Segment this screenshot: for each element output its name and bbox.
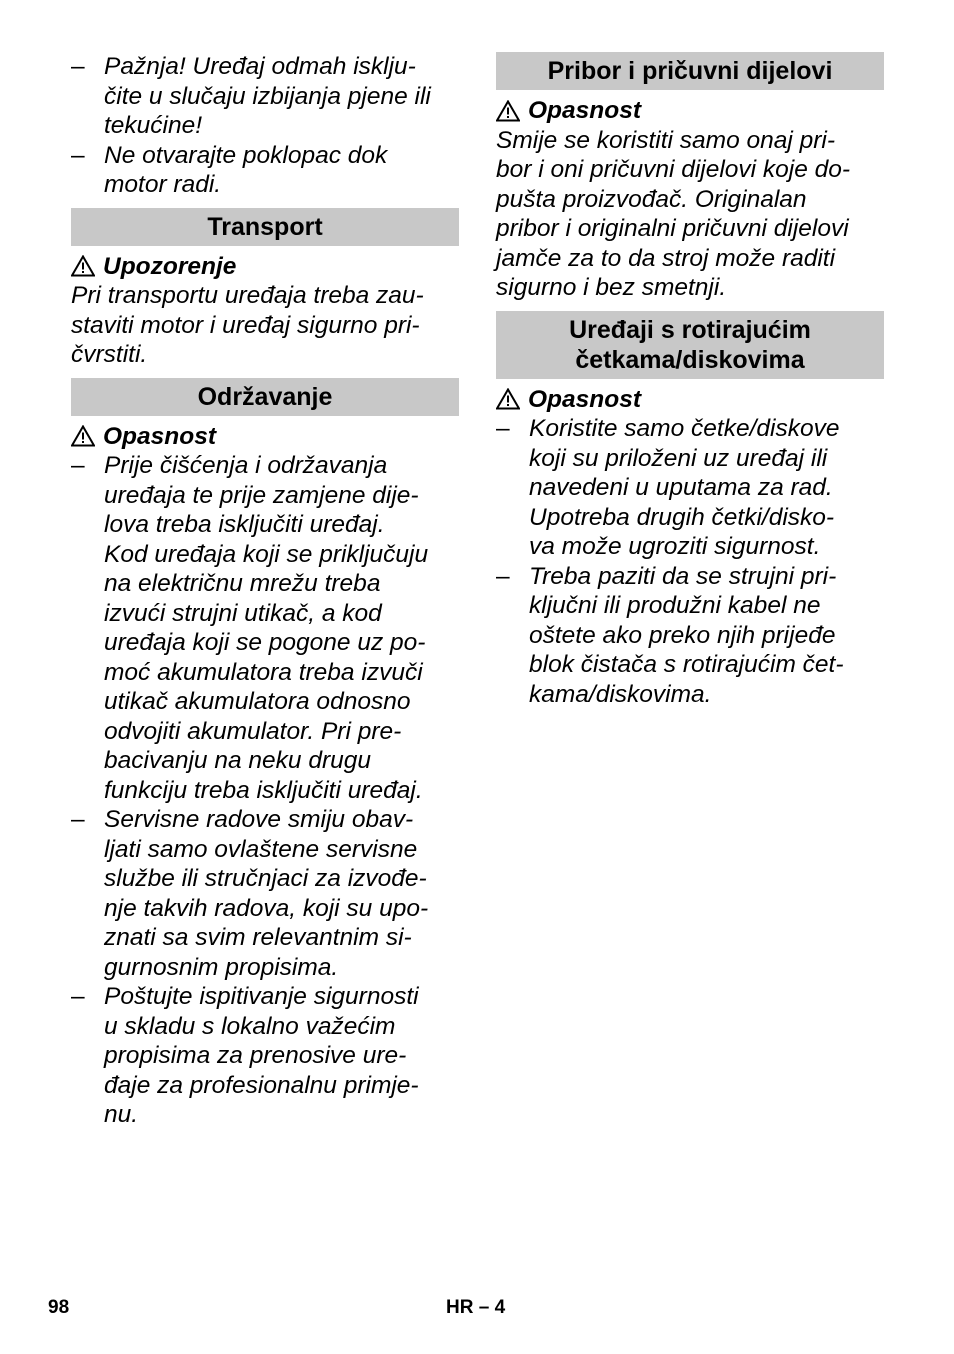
section-heading-maintenance: Održavanje [71,378,459,416]
list-item [496,562,884,710]
list-item [71,805,459,982]
text-line: ljati samo ovlaštene servisne [104,835,418,863]
list-item-text [529,562,884,710]
text-line: Poštujte ispitivanje sigurnosti [104,983,419,1010]
list-item-text [104,141,459,200]
text-line: čvrstiti. [71,341,148,368]
warning-label [496,96,884,126]
list-item [71,982,459,1130]
right-column [496,52,884,709]
bullet-dash: – [71,983,85,1010]
warning-text: Opasnost [528,97,641,124]
text-line: đaje za profesionalnu primje- [104,1071,419,1099]
text-line: čite u slučaju izbijanja pjene ili [104,82,431,110]
text-line: ključni ili produžni kabel ne [529,592,821,619]
bullet-dash: – [71,53,85,80]
text-line: Pri transportu uređaja treba zau- [71,282,424,309]
bullet-dash: – [71,452,85,479]
intro-list [71,52,459,200]
bullet-dash: – [71,806,85,833]
list-item [71,52,459,141]
text-line: nje takvih radova, koji su upo- [104,894,429,922]
text-line: nu. [104,1101,139,1128]
text-line: funkciju treba isključiti uređaj. [104,776,423,804]
text-line: koji su priloženi uz uređaj ili [529,444,828,472]
list-item [496,414,884,562]
text-line: kama/diskovima. [529,680,712,708]
section-heading-brushes [496,311,884,379]
text-line: motor radi. [104,171,222,198]
section-heading-transport: Transport [71,208,459,246]
heading-line: četkama/diskovima [575,345,805,374]
text-line: uređaja koji se pogone uz po- [104,629,426,656]
text-line: Treba paziti da se strujni pri- [529,562,837,590]
text-line: Kod uređaja koji se priključuju [104,540,429,568]
text-line: Upotreba drugih četki/disko- [529,503,835,531]
text-line: Ne otvarajte poklopac dok [104,141,388,169]
text-line: na električnu mrežu treba [104,570,381,597]
text-line: sigurno i bez smetnji. [496,274,727,301]
page-number: 98 [48,1297,70,1318]
text-line: Smije se koristiti samo onaj pri- [496,126,836,154]
transport-paragraph [71,281,459,370]
list-item-text [529,414,884,562]
heading-line: Uređaji s rotirajućim [569,315,811,344]
warning-label [496,385,884,415]
list-item-text [104,982,459,1130]
left-column [71,52,459,1130]
text-line: oštete ako preko njih prijeđe [529,621,836,649]
warning-text: Upozorenje [103,252,237,280]
maintenance-list [71,451,459,1130]
warning-triangle-icon [71,255,95,277]
text-line: utikač akumulatora odnosno [104,688,411,715]
bullet-dash: – [71,141,85,169]
list-item-text [104,52,459,141]
text-line: va može ugroziti sigurnost. [529,533,821,560]
warning-text: Opasnost [103,422,216,450]
warning-label [71,422,459,452]
text-line: jamče za to da stroj može raditi [496,244,836,272]
text-line: Koristite samo četke/diskove [529,415,840,442]
warning-triangle-icon [71,425,95,447]
text-line: tekućine! [104,112,203,139]
list-item-text [104,451,459,805]
warning-triangle-icon [496,388,520,410]
text-line: navedeni u uputama za rad. [529,474,833,501]
text-line: pribor i originalni pričuvni dijelovi [496,215,849,242]
brushes-list [496,414,884,709]
list-item [71,451,459,805]
text-line: bor i oni pričuvni dijelovi koje do- [496,156,851,183]
warning-text: Opasnost [528,385,641,413]
text-line: staviti motor i uređaj sigurno pri- [71,311,420,339]
text-line: Servisne radove smiju obav- [104,806,414,833]
list-item-text [104,805,459,982]
bullet-dash: – [496,415,510,442]
text-line: moć akumulatora treba izvuči [104,658,423,686]
accessories-paragraph [496,126,884,303]
bullet-dash: – [496,562,510,590]
list-item [71,141,459,200]
text-line: pušta proizvođač. Originalan [496,185,807,213]
warning-triangle-icon [496,100,520,122]
text-line: znati sa svim relevantnim si- [104,924,412,951]
text-line: Prije čišćenja i održavanja [104,452,388,479]
text-line: propisima za prenosive ure- [104,1042,407,1069]
section-heading-accessories: Pribor i pričuvni dijelovi [496,52,884,90]
warning-label [71,252,459,282]
text-line: Pažnja! Uređaj odmah isklju- [104,53,416,80]
text-line: blok čistača s rotirajućim čet- [529,651,844,678]
language-page-label: HR – 4 [446,1297,506,1318]
text-line: u skladu s lokalno važećim [104,1012,396,1040]
text-line: bacivanju na neku drugu [104,747,371,774]
text-line: uređaja te prije zamjene dije- [104,481,419,509]
text-line: gurnosnim propisima. [104,953,339,981]
text-line: lova treba isključiti uređaj. [104,511,385,538]
text-line: odvojiti akumulator. Pri pre- [104,717,402,745]
text-line: službe ili stručnjaci za izvođe- [104,865,427,892]
text-line: izvući strujni utikač, a kod [104,599,382,627]
